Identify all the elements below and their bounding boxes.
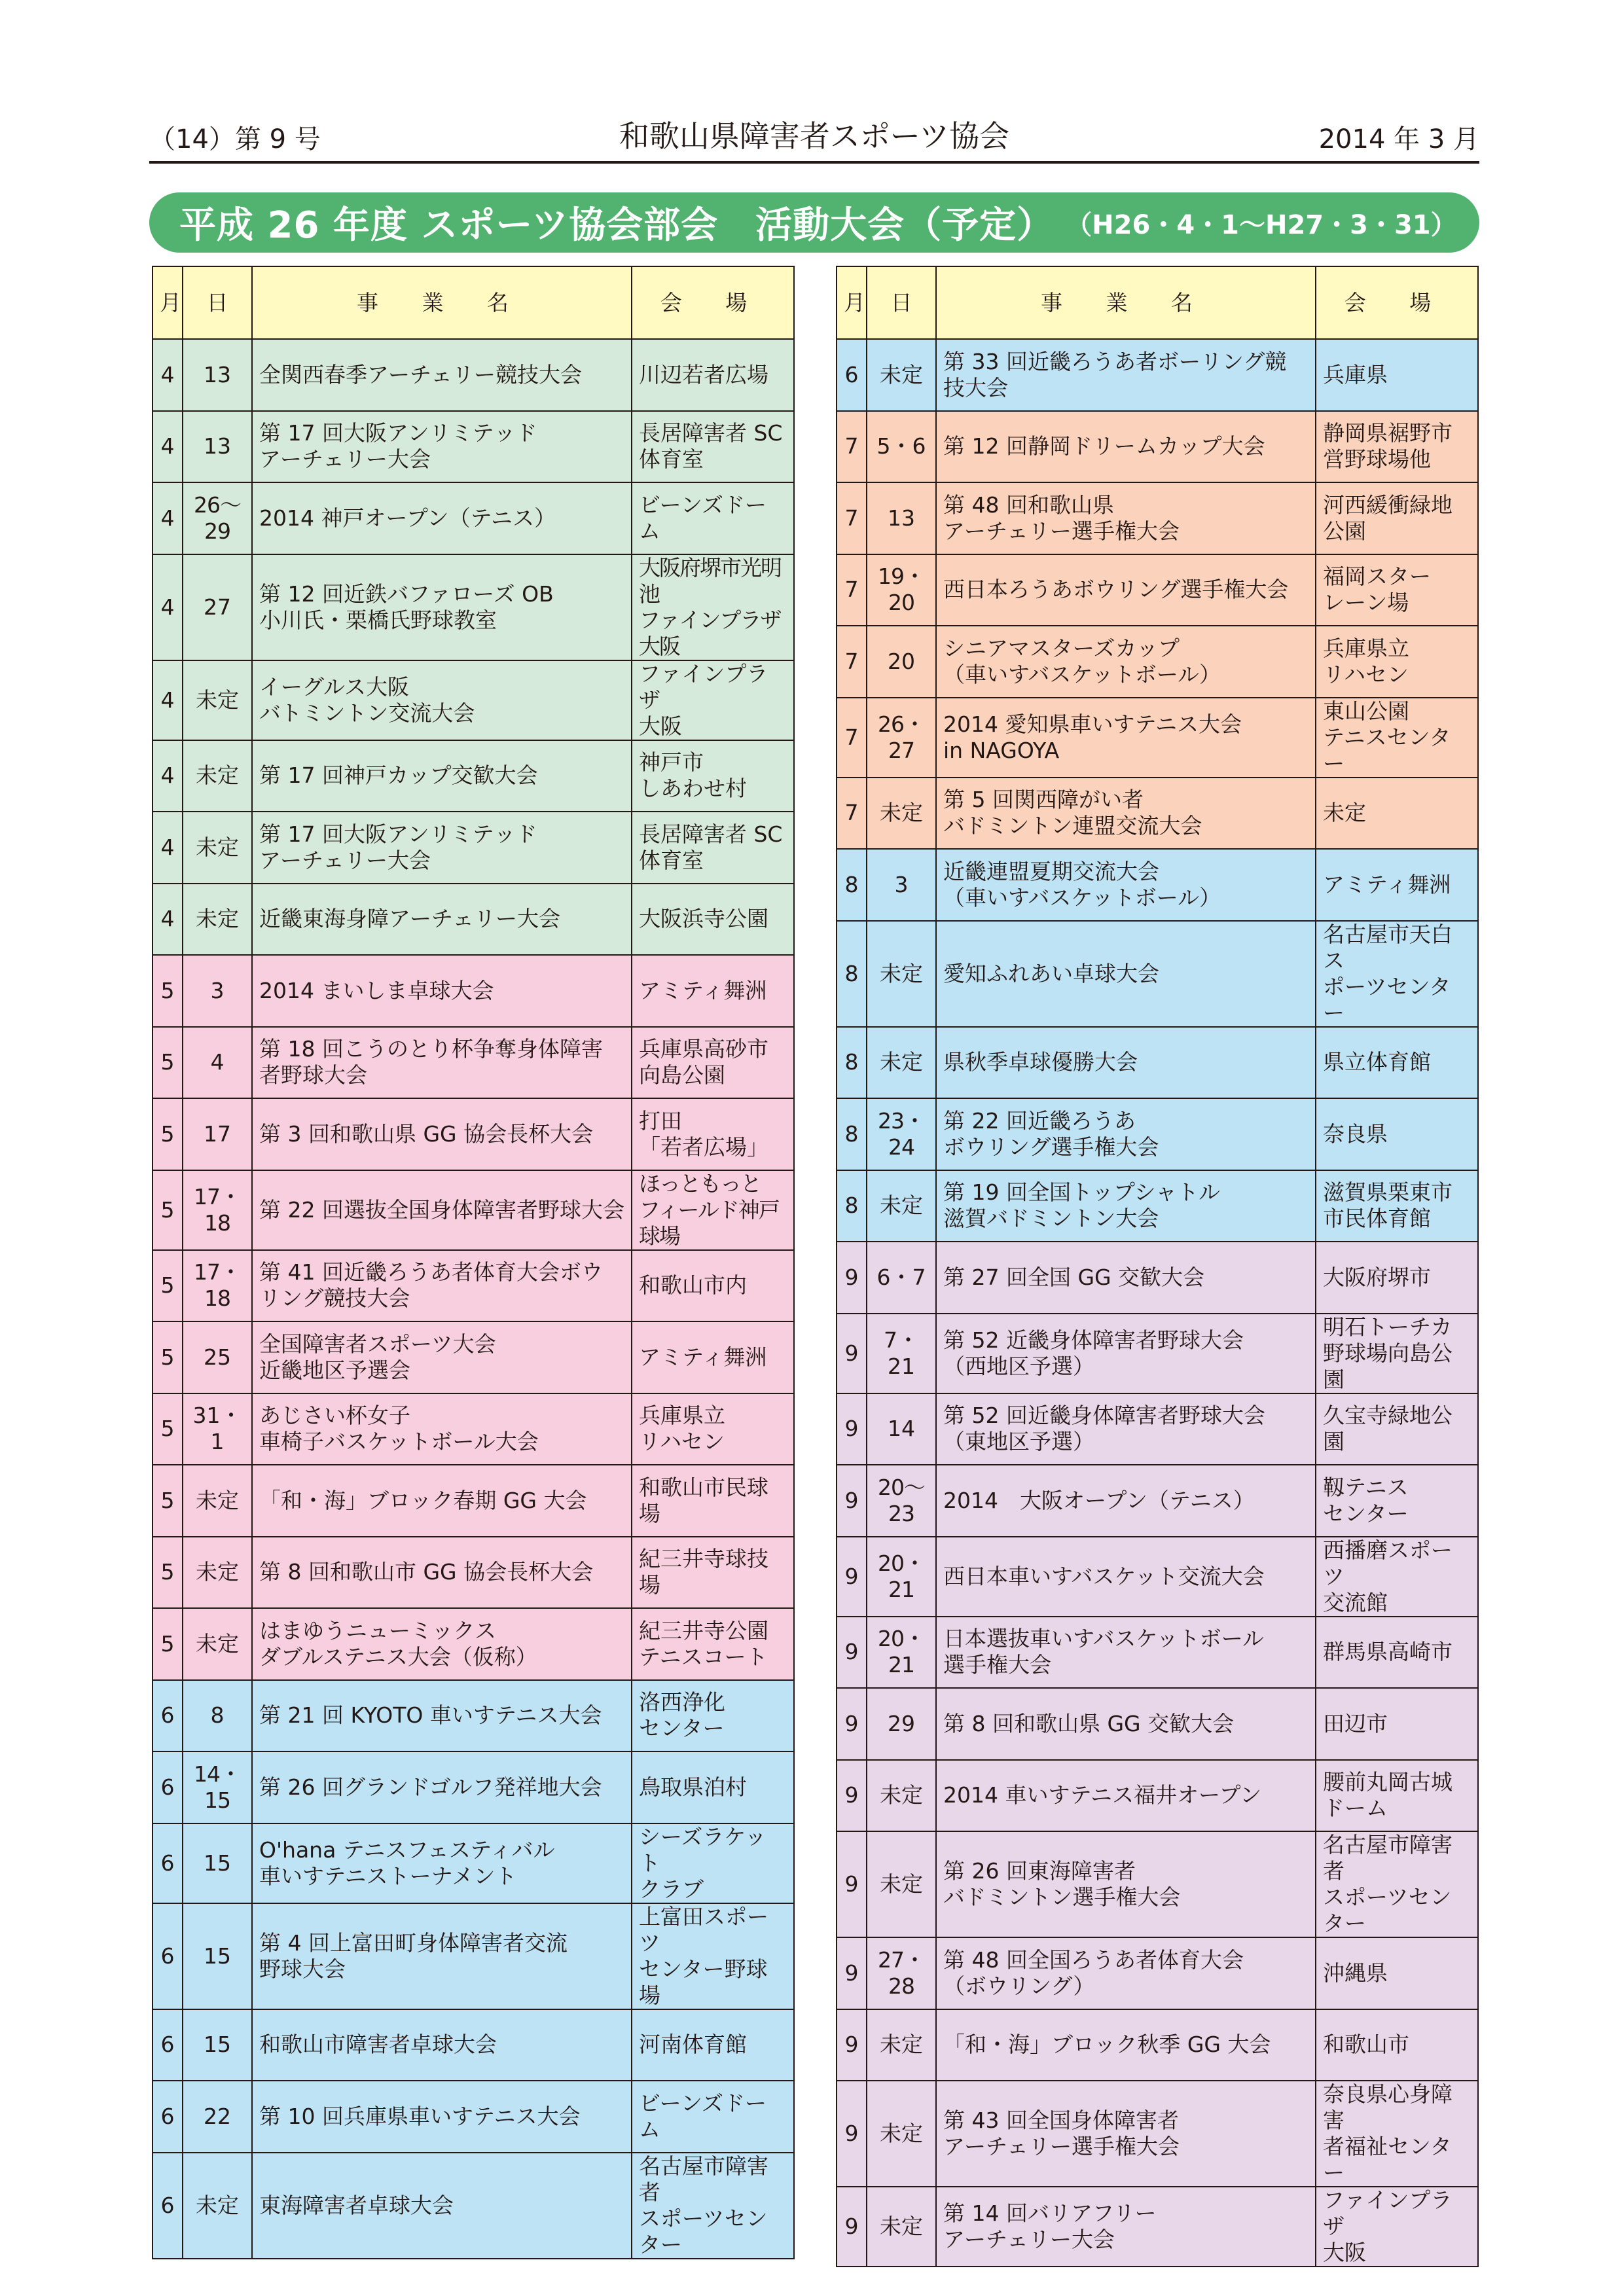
event-cell: 第 17 回大阪アンリミテッド アーチェリー大会 — [252, 812, 632, 884]
month-cell: 7 — [837, 778, 867, 850]
table-row — [837, 554, 1478, 626]
page-header — [149, 118, 1479, 164]
event-cell: 第 17 回神戸カップ交歓大会 — [252, 740, 632, 812]
day-cell: 未定 — [183, 812, 252, 884]
table-row — [837, 1098, 1478, 1170]
venue-cell: 靱テニス センター — [1316, 1465, 1478, 1537]
venue-cell: 大阪浜寺公園 — [632, 884, 794, 956]
event-cell: 第 52 近畿身体障害者野球大会 （西地区予選） — [936, 1314, 1316, 1393]
venue-cell: 打田 「若者広場」 — [632, 1098, 794, 1170]
month-cell: 6 — [153, 2009, 183, 2081]
event-cell: イーグルス大阪 バトミントン交流大会 — [252, 660, 632, 740]
day-cell: 17・18 — [183, 1250, 252, 1322]
table-row — [837, 778, 1478, 850]
table-row — [153, 2153, 794, 2259]
day-cell: 未定 — [867, 1027, 936, 1099]
venue-cell: 滋賀県栗東市 市民体育館 — [1316, 1170, 1478, 1242]
month-cell: 4 — [153, 339, 183, 411]
table-row — [153, 2081, 794, 2153]
day-cell: 27 — [183, 554, 252, 660]
month-cell: 5 — [153, 1465, 183, 1537]
table-row — [153, 955, 794, 1027]
month-cell: 8 — [837, 1098, 867, 1170]
venue-cell: 未定 — [1316, 778, 1478, 850]
table-row — [153, 740, 794, 812]
month-cell: 9 — [837, 1617, 867, 1689]
day-cell: 13 — [183, 411, 252, 483]
month-cell: 5 — [153, 1608, 183, 1680]
day-cell: 22 — [183, 2081, 252, 2153]
table-row — [837, 1027, 1478, 1099]
event-cell: 近畿東海身障アーチェリー大会 — [252, 884, 632, 956]
venue-cell: 名古屋市障害者 スポーツセンター — [632, 2153, 794, 2259]
table-header-row — [153, 266, 794, 339]
table-row — [153, 554, 794, 660]
month-header: 月 — [153, 266, 183, 339]
month-cell: 9 — [837, 1688, 867, 1760]
event-cell: 第 22 回選抜全国身体障害者野球大会 — [252, 1170, 632, 1250]
event-cell: 県秋季卓球優勝大会 — [936, 1027, 1316, 1099]
month-cell: 6 — [153, 1680, 183, 1752]
event-cell: 第 12 回近鉄バファローズ OB 小川氏・栗橋氏野球教室 — [252, 554, 632, 660]
day-cell: 20・21 — [867, 1537, 936, 1617]
month-cell: 7 — [837, 626, 867, 698]
venue-cell: ファインプラザ 大阪 — [632, 660, 794, 740]
event-cell: 2014 車いすテニス福井オープン — [936, 1760, 1316, 1832]
event-cell: 全国障害者スポーツ大会 近畿地区予選会 — [252, 1321, 632, 1393]
table-row — [153, 1170, 794, 1250]
event-cell: 第 17 回大阪アンリミテッド アーチェリー大会 — [252, 411, 632, 483]
month-cell: 6 — [153, 2153, 183, 2259]
event-cell: 第 8 回和歌山県 GG 交歓大会 — [936, 1688, 1316, 1760]
venue-cell: 兵庫県立 リハセン — [632, 1393, 794, 1465]
month-cell: 5 — [153, 1393, 183, 1465]
venue-cell: 兵庫県 — [1316, 339, 1478, 411]
table-row — [837, 1314, 1478, 1393]
venue-cell: 長居障害者 SC 体育室 — [632, 812, 794, 884]
table-row — [837, 698, 1478, 778]
event-cell: はまゆうニューミックス ダブルステニス大会（仮称） — [252, 1608, 632, 1680]
venue-cell: 紀三井寺球技場 — [632, 1537, 794, 1609]
month-cell: 9 — [837, 2187, 867, 2267]
day-cell: 未定 — [867, 1170, 936, 1242]
event-cell: 第 3 回和歌山県 GG 協会長杯大会 — [252, 1098, 632, 1170]
event-cell: 和歌山市障害者卓球大会 — [252, 2009, 632, 2081]
table-row — [837, 849, 1478, 921]
event-cell: 2014 まいしま卓球大会 — [252, 955, 632, 1027]
month-cell: 4 — [153, 482, 183, 554]
venue-cell: 大阪府堺市光明池 ファインプラザ大阪 — [632, 554, 794, 660]
venue-cell: ビーンズドーム — [632, 482, 794, 554]
month-cell: 6 — [153, 2081, 183, 2153]
event-cell: 第 33 回近畿ろうあ者ボーリング競 技大会 — [936, 339, 1316, 411]
month-cell: 9 — [837, 1937, 867, 2009]
schedule-body-left — [153, 339, 794, 2259]
table-row — [837, 1617, 1478, 1689]
table-row — [153, 2009, 794, 2081]
venue-cell: 沖縄県 — [1316, 1937, 1478, 2009]
day-cell: 17 — [183, 1098, 252, 1170]
month-cell: 9 — [837, 1465, 867, 1537]
month-cell: 5 — [153, 1027, 183, 1099]
venue-cell: アミティ舞洲 — [1316, 849, 1478, 921]
month-cell: 5 — [153, 1321, 183, 1393]
day-cell: 13 — [183, 339, 252, 411]
event-cell: 第 26 回東海障害者 バドミントン選手権大会 — [936, 1831, 1316, 1937]
table-row — [153, 1465, 794, 1537]
table-row — [837, 921, 1478, 1027]
table-row — [837, 1937, 1478, 2009]
table-row — [837, 2081, 1478, 2187]
table-row — [837, 2187, 1478, 2267]
venue-cell: 腰前丸岡古城 ドーム — [1316, 1760, 1478, 1832]
day-cell: 20・21 — [867, 1617, 936, 1689]
event-cell: 第 43 回全国身体障害者 アーチェリー選手権大会 — [936, 2081, 1316, 2187]
day-cell: 7・21 — [867, 1314, 936, 1393]
venue-cell: 和歌山市民球場 — [632, 1465, 794, 1537]
banner-title: 平成 26 年度 スポーツ協会部会 活動大会（予定） — [179, 204, 1055, 247]
day-cell: 15 — [183, 2009, 252, 2081]
event-header: 事 業 名 — [252, 266, 632, 339]
event-cell: O'hana テニスフェスティバル 車いすテニストーナメント — [252, 1823, 632, 1903]
month-cell: 9 — [837, 2081, 867, 2187]
event-cell: 2014 愛知県車いすテニス大会 in NAGOYA — [936, 698, 1316, 778]
venue-cell: 河南体育館 — [632, 2009, 794, 2081]
day-cell: 26～29 — [183, 482, 252, 554]
month-header: 月 — [837, 266, 867, 339]
table-row — [153, 1027, 794, 1099]
venue-cell: 河西緩衝緑地 公園 — [1316, 482, 1478, 554]
venue-cell: 久宝寺緑地公園 — [1316, 1393, 1478, 1465]
table-row — [837, 1537, 1478, 1617]
month-cell: 5 — [153, 955, 183, 1027]
day-cell: 未定 — [867, 2009, 936, 2081]
venue-cell: ほっともっと フィールド神戸球場 — [632, 1170, 794, 1250]
day-cell: 未定 — [867, 1831, 936, 1937]
month-cell: 9 — [837, 2009, 867, 2081]
day-cell: 未定 — [867, 921, 936, 1027]
table-row — [153, 660, 794, 740]
month-cell: 4 — [153, 554, 183, 660]
month-cell: 6 — [153, 1903, 183, 2009]
month-cell: 9 — [837, 1760, 867, 1832]
venue-cell: 奈良県心身障害 者福祉センター — [1316, 2081, 1478, 2187]
day-header: 日 — [867, 266, 936, 339]
table-row — [153, 1823, 794, 1903]
event-header: 事 業 名 — [936, 266, 1316, 339]
venue-cell: 東山公園 テニスセンター — [1316, 698, 1478, 778]
event-cell: 第 12 回静岡ドリームカップ大会 — [936, 411, 1316, 483]
event-cell: 西日本車いすバスケット交流大会 — [936, 1537, 1316, 1617]
day-cell: 14 — [867, 1393, 936, 1465]
day-cell: 未定 — [183, 1537, 252, 1609]
venue-header: 会 場 — [632, 266, 794, 339]
month-cell: 5 — [153, 1537, 183, 1609]
day-cell: 未定 — [867, 778, 936, 850]
day-cell: 未定 — [183, 2153, 252, 2259]
day-cell: 15 — [183, 1903, 252, 2009]
table-row — [837, 482, 1478, 554]
table-row — [153, 1321, 794, 1393]
month-cell: 7 — [837, 411, 867, 483]
day-cell: 25 — [183, 1321, 252, 1393]
month-cell: 4 — [153, 660, 183, 740]
table-row — [153, 884, 794, 956]
day-cell: 3 — [183, 955, 252, 1027]
month-cell: 5 — [153, 1250, 183, 1322]
day-cell: 未定 — [867, 1760, 936, 1832]
venue-cell: 名古屋市天白ス ポーツセンター — [1316, 921, 1478, 1027]
venue-cell: 兵庫県立 リハセン — [1316, 626, 1478, 698]
organization-name: 和歌山県障害者スポーツ協会 — [619, 118, 1010, 154]
venue-cell: 奈良県 — [1316, 1098, 1478, 1170]
table-header-row — [837, 266, 1478, 339]
venue-cell: シーズラケット クラブ — [632, 1823, 794, 1903]
table-row — [837, 411, 1478, 483]
venue-cell: 県立体育館 — [1316, 1027, 1478, 1099]
event-cell: 第 5 回関西障がい者 バドミントン連盟交流大会 — [936, 778, 1316, 850]
event-cell: 近畿連盟夏期交流大会 （車いすバスケットボール） — [936, 849, 1316, 921]
event-cell: 東海障害者卓球大会 — [252, 2153, 632, 2259]
month-cell: 9 — [837, 1314, 867, 1393]
venue-cell: 明石トーチカ 野球場向島公園 — [1316, 1314, 1478, 1393]
table-row — [837, 339, 1478, 411]
month-cell: 9 — [837, 1393, 867, 1465]
event-cell: 第 26 回グランドゴルフ発祥地大会 — [252, 1751, 632, 1823]
event-cell: 西日本ろうあボウリング選手権大会 — [936, 554, 1316, 626]
event-cell: 2014 大阪オープン（テニス） — [936, 1465, 1316, 1537]
table-row — [153, 1098, 794, 1170]
event-cell: 「和・海」ブロック春期 GG 大会 — [252, 1465, 632, 1537]
event-cell: 第 14 回バリアフリー アーチェリー大会 — [936, 2187, 1316, 2267]
month-cell: 5 — [153, 1098, 183, 1170]
month-cell: 4 — [153, 740, 183, 812]
day-cell: 未定 — [867, 2187, 936, 2267]
month-cell: 7 — [837, 482, 867, 554]
title-banner — [149, 192, 1479, 253]
day-cell: 14・15 — [183, 1751, 252, 1823]
event-cell: 「和・海」ブロック秋季 GG 大会 — [936, 2009, 1316, 2081]
table-row — [153, 339, 794, 411]
schedule-table-left — [152, 266, 795, 2259]
venue-cell: 鳥取県泊村 — [632, 1751, 794, 1823]
venue-cell: 洛西浄化 センター — [632, 1680, 794, 1752]
month-cell: 4 — [153, 411, 183, 483]
venue-cell: ビーンズドーム — [632, 2081, 794, 2153]
day-cell: 17・18 — [183, 1170, 252, 1250]
event-cell: 第 48 回和歌山県 アーチェリー選手権大会 — [936, 482, 1316, 554]
table-row — [837, 1242, 1478, 1314]
event-cell: 全関西春季アーチェリー競技大会 — [252, 339, 632, 411]
day-cell: 27・28 — [867, 1937, 936, 2009]
schedule-table-right — [836, 266, 1479, 2267]
event-cell: 第 19 回全国トップシャトル 滋賀バドミントン大会 — [936, 1170, 1316, 1242]
venue-cell: 大阪府堺市 — [1316, 1242, 1478, 1314]
table-row — [153, 1680, 794, 1752]
venue-cell: 川辺若者広場 — [632, 339, 794, 411]
day-cell: 未定 — [183, 884, 252, 956]
venue-cell: アミティ舞洲 — [632, 955, 794, 1027]
day-cell: 20～23 — [867, 1465, 936, 1537]
day-cell: 26・27 — [867, 698, 936, 778]
table-row — [153, 1903, 794, 2009]
day-cell: 8 — [183, 1680, 252, 1752]
table-row — [837, 1688, 1478, 1760]
day-cell: 5・6 — [867, 411, 936, 483]
month-cell: 4 — [153, 812, 183, 884]
table-row — [837, 626, 1478, 698]
table-row — [153, 1608, 794, 1680]
event-cell: 第 4 回上富田町身体障害者交流 野球大会 — [252, 1903, 632, 2009]
table-row — [153, 1537, 794, 1609]
venue-cell: 静岡県裾野市 営野球場他 — [1316, 411, 1478, 483]
event-cell: 第 18 回こうのとり杯争奪身体障害 者野球大会 — [252, 1027, 632, 1099]
month-cell: 9 — [837, 1537, 867, 1617]
event-cell: 第 48 回全国ろうあ者体育大会 （ボウリング） — [936, 1937, 1316, 2009]
day-cell: 13 — [867, 482, 936, 554]
month-cell: 4 — [153, 884, 183, 956]
table-row — [153, 411, 794, 483]
month-cell: 9 — [837, 1242, 867, 1314]
table-row — [837, 1831, 1478, 1937]
event-cell: 第 22 回近畿ろうあ ボウリング選手権大会 — [936, 1098, 1316, 1170]
month-cell: 8 — [837, 1170, 867, 1242]
month-cell: 7 — [837, 554, 867, 626]
table-row — [153, 1751, 794, 1823]
venue-header: 会 場 — [1316, 266, 1478, 339]
venue-cell: アミティ舞洲 — [632, 1321, 794, 1393]
table-row — [837, 1465, 1478, 1537]
event-cell: シニアマスターズカップ （車いすバスケットボール） — [936, 626, 1316, 698]
event-cell: 愛知ふれあい卓球大会 — [936, 921, 1316, 1027]
event-cell: 第 52 回近畿身体障害者野球大会 （東地区予選） — [936, 1393, 1316, 1465]
banner-date-range: （H26・4・1～H27・3・31） — [1066, 209, 1457, 240]
day-cell: 20 — [867, 626, 936, 698]
month-cell: 5 — [153, 1170, 183, 1250]
schedule-body-right — [837, 339, 1478, 2267]
day-cell: 15 — [183, 1823, 252, 1903]
month-cell: 8 — [837, 1027, 867, 1099]
month-cell: 8 — [837, 921, 867, 1027]
event-cell: 日本選抜車いすバスケットボール 選手権大会 — [936, 1617, 1316, 1689]
venue-cell: 福岡スター レーン場 — [1316, 554, 1478, 626]
day-cell: 6・7 — [867, 1242, 936, 1314]
table-row — [153, 812, 794, 884]
day-cell: 未定 — [183, 740, 252, 812]
month-cell: 6 — [153, 1751, 183, 1823]
day-cell: 4 — [183, 1027, 252, 1099]
venue-cell: 上富田スポーツ センター野球場 — [632, 1903, 794, 2009]
day-cell: 未定 — [867, 339, 936, 411]
day-cell: 31・1 — [183, 1393, 252, 1465]
table-row — [837, 1393, 1478, 1465]
event-cell: 第 41 回近畿ろうあ者体育大会ボウ リング競技大会 — [252, 1250, 632, 1322]
day-header: 日 — [183, 266, 252, 339]
table-row — [837, 1760, 1478, 1832]
table-row — [153, 482, 794, 554]
venue-cell: 田辺市 — [1316, 1688, 1478, 1760]
day-cell: 19・20 — [867, 554, 936, 626]
day-cell: 29 — [867, 1688, 936, 1760]
event-cell: 第 10 回兵庫県車いすテニス大会 — [252, 2081, 632, 2153]
venue-cell: 紀三井寺公園 テニスコート — [632, 1608, 794, 1680]
venue-cell: 西播磨スポーツ 交流館 — [1316, 1537, 1478, 1617]
day-cell: 23・ 24 — [867, 1098, 936, 1170]
table-row — [153, 1250, 794, 1322]
venue-cell: ファインプラザ 大阪 — [1316, 2187, 1478, 2267]
table-row — [837, 2009, 1478, 2081]
venue-cell: 和歌山市内 — [632, 1250, 794, 1322]
month-cell: 9 — [837, 1831, 867, 1937]
issue-date: 2014 年 3 月 — [1318, 124, 1479, 154]
table-row — [837, 1170, 1478, 1242]
day-cell: 未定 — [867, 2081, 936, 2187]
venue-cell: 和歌山市 — [1316, 2009, 1478, 2081]
venue-cell: 神戸市 しあわせ村 — [632, 740, 794, 812]
day-cell: 未定 — [183, 660, 252, 740]
venue-cell: 長居障害者 SC 体育室 — [632, 411, 794, 483]
issue-number: （14）第 9 号 — [149, 124, 321, 154]
event-cell: 2014 神戸オープン（テニス） — [252, 482, 632, 554]
table-row — [153, 1393, 794, 1465]
event-cell: あじさい杯女子 車椅子バスケットボール大会 — [252, 1393, 632, 1465]
event-cell: 第 27 回全国 GG 交歓大会 — [936, 1242, 1316, 1314]
venue-cell: 群馬県高崎市 — [1316, 1617, 1478, 1689]
month-cell: 6 — [153, 1823, 183, 1903]
day-cell: 3 — [867, 849, 936, 921]
event-cell: 第 21 回 KYOTO 車いすテニス大会 — [252, 1680, 632, 1752]
day-cell: 未定 — [183, 1465, 252, 1537]
venue-cell: 名古屋市障害者 スポーツセンター — [1316, 1831, 1478, 1937]
month-cell: 6 — [837, 339, 867, 411]
month-cell: 8 — [837, 849, 867, 921]
event-cell: 第 8 回和歌山市 GG 協会長杯大会 — [252, 1537, 632, 1609]
month-cell: 7 — [837, 698, 867, 778]
day-cell: 未定 — [183, 1608, 252, 1680]
venue-cell: 兵庫県高砂市 向島公園 — [632, 1027, 794, 1099]
